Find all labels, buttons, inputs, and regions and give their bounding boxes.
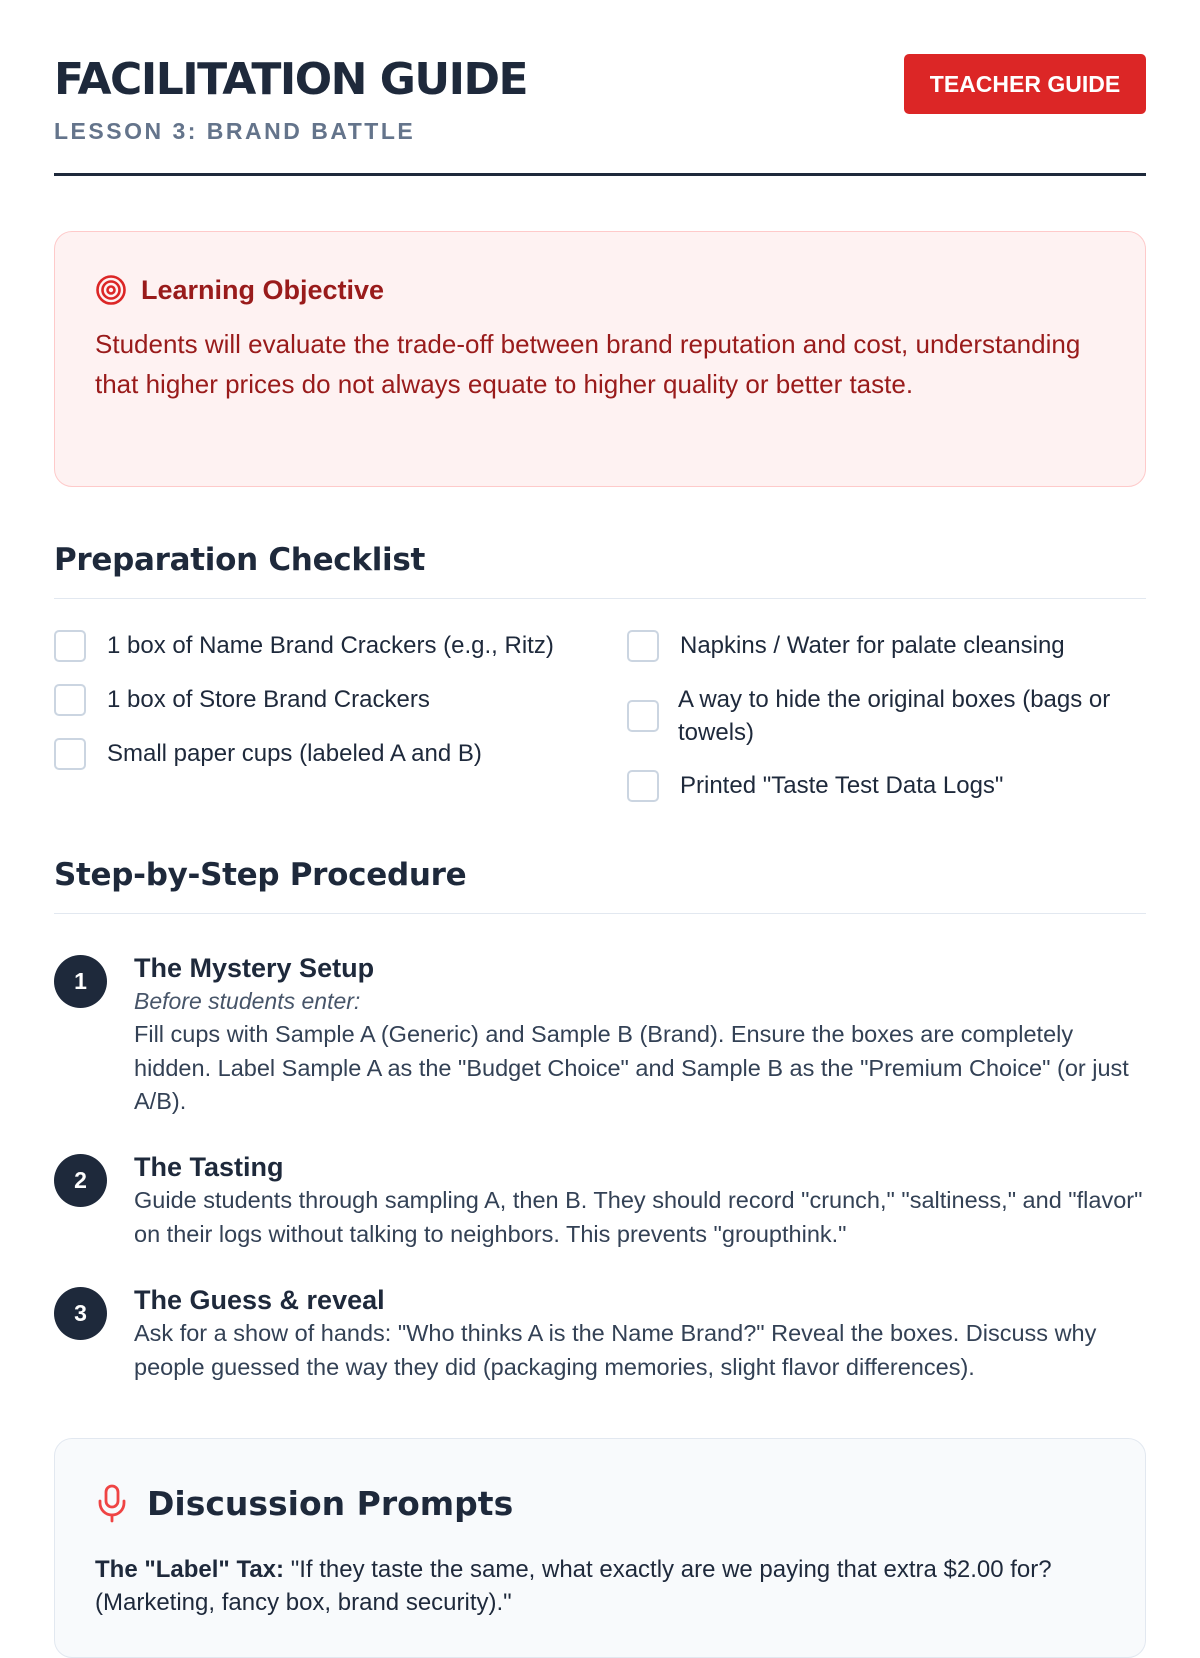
checkbox[interactable] <box>54 738 86 770</box>
checklist-item[interactable] <box>627 629 1146 662</box>
procedure-heading: Step-by-Step Procedure <box>54 857 1146 914</box>
microphone-icon <box>95 1483 129 1523</box>
checklist-item[interactable] <box>54 629 554 662</box>
step-title: The Guess & reveal <box>134 1285 385 1315</box>
checklist-item-label: Printed "Taste Test Data Logs" <box>680 772 1004 799</box>
checklist-item[interactable] <box>54 683 430 716</box>
step-number: 3 <box>54 1287 107 1340</box>
checkbox[interactable] <box>627 770 659 802</box>
checklist-item[interactable] <box>627 683 1146 749</box>
page-title: FACILITATION GUIDE <box>54 54 528 105</box>
step-text: Guide students through sampling A, then B. They should record "crunch," "saltiness," and "flavor" on their logs without talking to neighbors. This prevents "groupthink." <box>134 1187 1143 1247</box>
step-number: 2 <box>54 1154 107 1207</box>
learning-objective-card <box>54 231 1146 487</box>
step-title: The Mystery Setup <box>134 953 375 983</box>
checkbox[interactable] <box>627 630 659 662</box>
discussion-prompts-card <box>54 1438 1146 1658</box>
teacher-guide-button[interactable]: TEACHER GUIDE <box>904 54 1146 114</box>
checklist-item-label: 1 box of Store Brand Crackers <box>107 686 430 713</box>
discussion-header <box>95 1479 1105 1527</box>
discussion-prompt <box>95 1553 1105 1619</box>
prompt-text: "If they taste the same, what exactly are we paying that extra $2.00 for? (Marketing, fancy box, brand security)." <box>95 1556 1052 1616</box>
page-header <box>54 0 1146 176</box>
lesson-subtitle: LESSON 3: BRAND BATTLE <box>54 118 416 144</box>
step-text: Fill cups with Sample A (Generic) and Sample B (Brand). Ensure the boxes are completely hidden. Label Sample A as the "Budget Choice" and Sample B as the "Premium Choice" (or just A/B). <box>134 1021 1129 1114</box>
checklist-item-label: A way to hide the original boxes (bags or towels) <box>678 686 1111 746</box>
discussion-title: Discussion Prompts <box>147 1483 514 1523</box>
objective-header <box>95 272 1105 308</box>
target-icon <box>95 274 127 306</box>
step-note: Before students enter: <box>134 988 361 1014</box>
step-number: 1 <box>54 955 107 1008</box>
checklist-item-label: Small paper cups (labeled A and B) <box>107 740 482 767</box>
checklist-item[interactable] <box>627 769 1146 802</box>
checklist-item-label: Napkins / Water for palate cleansing <box>680 632 1065 659</box>
objective-text: Students will evaluate the trade-off between brand reputation and cost, understanding that higher prices do not always equate to higher quality or better taste. <box>95 329 1081 399</box>
step-title: The Tasting <box>134 1152 284 1182</box>
objective-title: Learning Objective <box>141 274 385 305</box>
checklist-item-label: 1 box of Name Brand Crackers (e.g., Ritz) <box>107 632 554 659</box>
checklist-item[interactable] <box>54 737 482 770</box>
checkbox[interactable] <box>54 684 86 716</box>
checkbox[interactable] <box>627 700 659 732</box>
prompt-label: The "Label" Tax: <box>95 1556 285 1583</box>
checklist-heading: Preparation Checklist <box>54 542 1146 599</box>
checkbox[interactable] <box>54 630 86 662</box>
step-text: Ask for a show of hands: "Who thinks A is the Name Brand?" Reveal the boxes. Discuss why people guessed the way they did (packaging memories, slight flavor differences). <box>134 1320 1097 1380</box>
